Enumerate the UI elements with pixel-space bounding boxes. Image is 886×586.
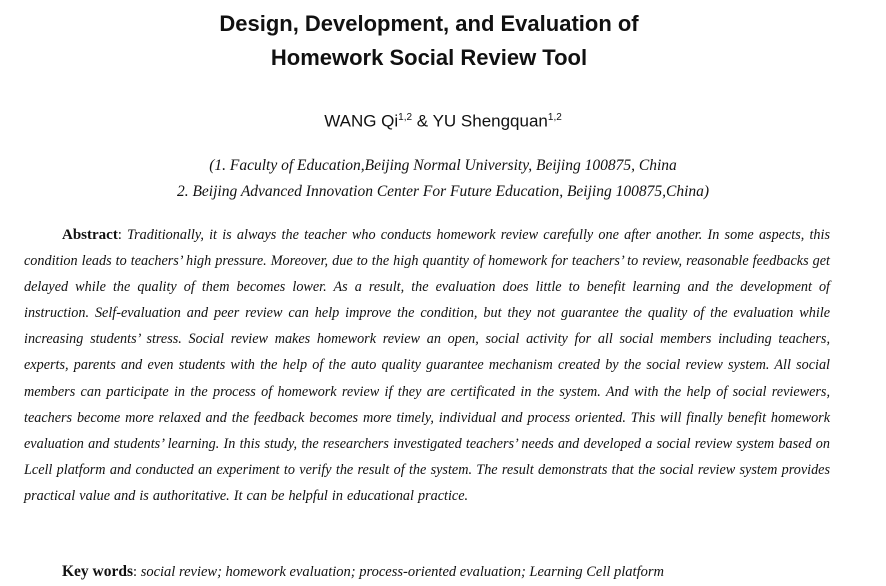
abstract-paragraph xyxy=(24,222,830,509)
abstract-text: Traditionally, it is always the teacher who conducts homework review carefully one after another. In some aspects, this condition leads to teachers’ high pressure. Moreover, due to the high quantity of homework for teachers’ to review, reasonable feedbacks get delayed while the quality of them becomes lower. As a result, the evaluation does little to benefit learning and the development of instruction. Self-evaluation and peer review can help improve the condition, but they not guarantee the quality of the evaluation while increasing students’ stress. Social review makes homework review an open, social activity for all social members including teachers, experts, parents and even students with the help of the auto quality guarantee mechanism created by the social review system. All social members can participate in the process of homework review if they are certificated in the system. And with the help of social reviewers, teachers become more relaxed and the feedback becomes more timely, individual and process oriented. This will finally benefit homework evaluation and students’ learning. In this study, the researchers investigated teachers’ needs and developed a social review system based on Lcell platform and conducted an experiment to verify the result of the system. The result demonstrats that the social review system provides practical value and is authoritative. It can be helpful in educational practice. xyxy=(24,227,830,504)
keywords-label: Key words xyxy=(62,563,134,580)
paper-title-line-1: Design, Development, and Evaluation of xyxy=(219,11,639,36)
affiliation-line-2 xyxy=(0,182,886,202)
affiliation-text: 2. Beijing Advanced Innovation Center For Future Education, Beijing 100875,China) xyxy=(176,183,710,200)
keywords-list: social review; homework evaluation; process-oriented evaluation; Learning Cell platform xyxy=(140,564,664,580)
author-list xyxy=(0,107,886,133)
author-affiliation-mark: 1,2 xyxy=(398,112,413,123)
author-affiliation-mark: 1,2 xyxy=(547,112,562,123)
affiliation-text: (1. Faculty of Education,Beijing Normal University, Beijing 100875, China xyxy=(209,157,677,174)
author-conjunction: & xyxy=(412,111,433,131)
abstract-separator: : xyxy=(117,227,128,243)
paper-title-line-2: Homework Social Review Tool xyxy=(270,45,588,70)
affiliation-line-1 xyxy=(0,156,886,176)
author-name: YU Shengquan xyxy=(432,111,548,131)
keywords-separator: : xyxy=(133,564,141,580)
abstract-label: Abstract xyxy=(62,227,118,243)
keywords-line xyxy=(62,561,862,583)
author-name: WANG Qi xyxy=(324,111,399,131)
